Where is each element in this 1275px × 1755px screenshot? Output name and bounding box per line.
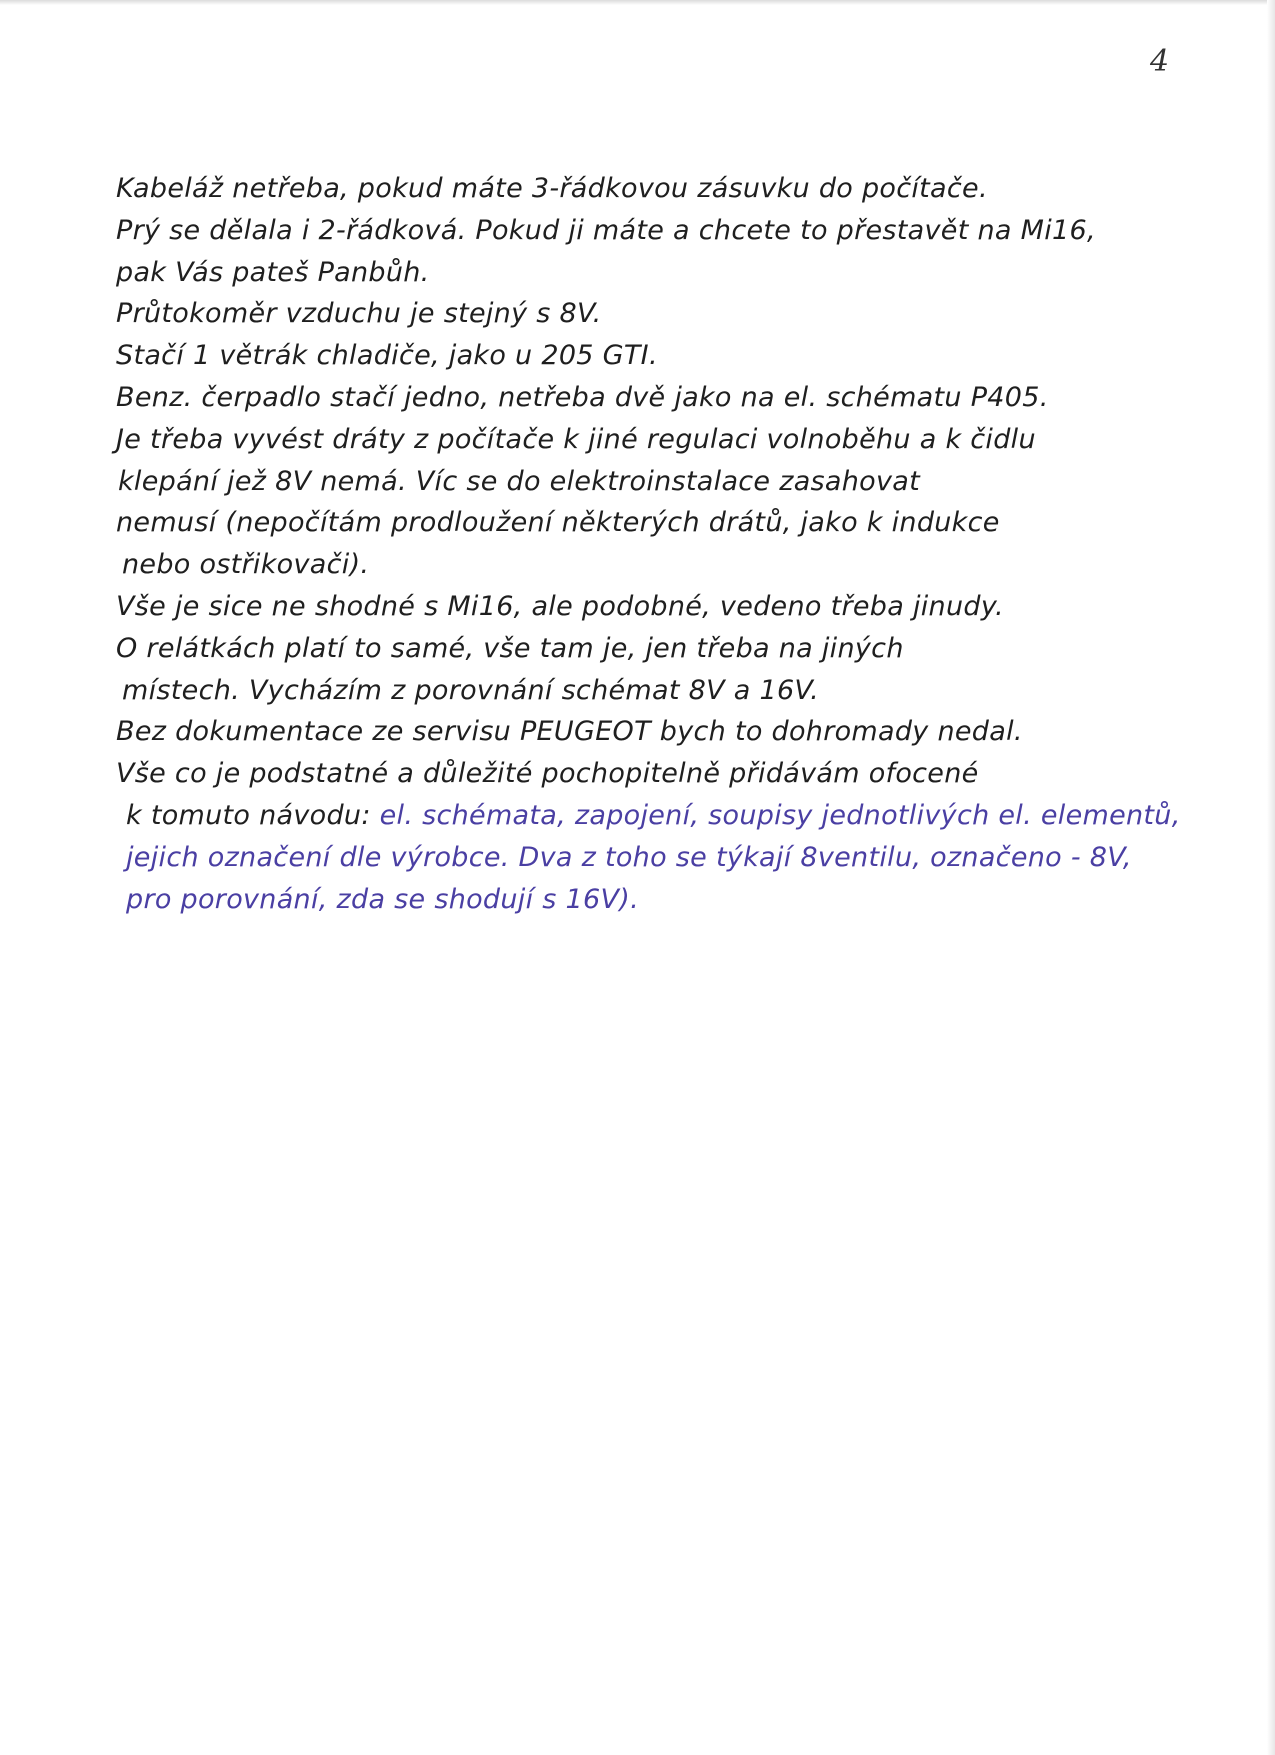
- text-line: Bez dokumentace ze servisu PEUGEOT bych to dohromady nedal.: [116, 716, 1023, 748]
- text-line-purple: pro porovnání, zda se shodují s 16V).: [126, 883, 639, 915]
- text-line: Vše co je podstatné a důležité pochopitelně přidávám ofocené: [116, 758, 979, 790]
- text-line: nebo ostřikovači).: [122, 549, 370, 581]
- text-line: klepání jež 8V nemá. Víc se do elektroinstalace zasahovat: [118, 465, 920, 497]
- text-line: Kabeláž netřeba, pokud máte 3-řádkovou zásuvku do počítače.: [116, 173, 988, 204]
- text-line: Stačí 1 větrák chladiče, jako u 205 GTI.: [116, 340, 658, 372]
- text-line-purple: jejich označení dle výrobce. Dva z toho se týkají 8ventilu, označeno - 8V,: [126, 841, 1132, 873]
- scan-edge-right: [1267, 0, 1275, 1755]
- scan-edge-top: [0, 0, 1275, 5]
- text-line: nemusí (nepočítám prodloužení některých drátů, jako k indukce: [116, 507, 1000, 539]
- text-segment-purple: el. schémata, zapojení, soupisy jednotlivých el. elementů,: [379, 799, 1181, 831]
- handwritten-text: [116, 168, 1181, 920]
- text-line-mixed: [116, 795, 1181, 837]
- text-line: Průtokoměr vzduchu je stejný s 8V.: [116, 298, 602, 330]
- text-line: Benz. čerpadlo stačí jedno, netřeba dvě jako na el. schématu P405.: [116, 381, 1049, 413]
- page-number: 4: [1150, 44, 1170, 79]
- text-segment-black: k tomuto návodu:: [126, 799, 380, 831]
- text-line: Vše je sice ne shodné s Mi16, ale podobné, vedeno třeba jinudy.: [116, 590, 1004, 622]
- text-line: místech. Vycházím z porovnání schémat 8V a 16V.: [122, 674, 819, 706]
- text-line: Je třeba vyvést dráty z počítače k jiné regulaci volnoběhu a k čidlu: [116, 423, 1036, 455]
- text-line: pak Vás pateš Panbůh.: [116, 256, 430, 288]
- text-line: Prý se dělala i 2-řádková. Pokud ji máte a chcete to přestavět na Mi16,: [116, 214, 1096, 246]
- text-line: O relátkách platí to samé, vše tam je, jen třeba na jiných: [116, 632, 904, 664]
